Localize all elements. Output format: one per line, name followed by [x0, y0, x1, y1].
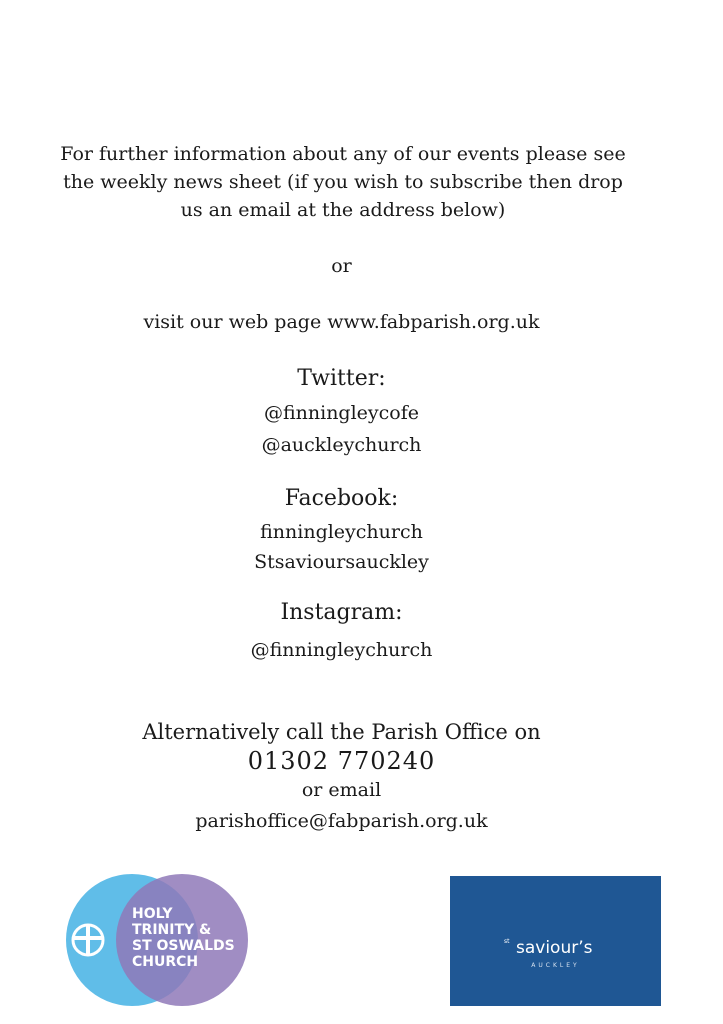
facebook-page: Stsavioursauckley [254, 551, 429, 573]
facebook-title: Facebook: [284, 486, 399, 511]
st-saviours-logo [450, 876, 661, 1006]
email-address: parishoffice@fabparish.org.uk [195, 810, 488, 832]
phone-number: 01302 770240 [247, 747, 436, 775]
web-page-line: visit our web page www.fabparish.org.uk [143, 311, 540, 333]
holy-trinity-logo-text: HOLY TRINITY & ST OSWALDS CHURCH [132, 906, 235, 970]
twitter-handle: @finningleycofe [263, 402, 420, 424]
alternative-call-line: Alternatively call the Parish Office on [142, 720, 541, 744]
instagram-title: Instagram: [280, 600, 403, 625]
or-text: or [331, 255, 352, 277]
instagram-handle: @finningleychurch [250, 639, 433, 661]
twitter-handle: @auckleychurch [261, 434, 422, 456]
facebook-page: finningleychurch [260, 521, 423, 543]
st-saviours-name: saviour’s [516, 938, 593, 958]
twitter-title: Twitter: [297, 366, 386, 391]
cross-icon [73, 925, 103, 955]
holy-trinity-logo [66, 872, 250, 1008]
or-email-text: or email [301, 779, 382, 801]
st-saviours-prefix: st [504, 938, 510, 945]
intro-text: For further information about any of our events please see the weekly news sheet (if you wish to subscribe then drop us an email at the address below) [60, 143, 626, 221]
st-saviours-subtitle: AUCKLEY [531, 962, 580, 969]
